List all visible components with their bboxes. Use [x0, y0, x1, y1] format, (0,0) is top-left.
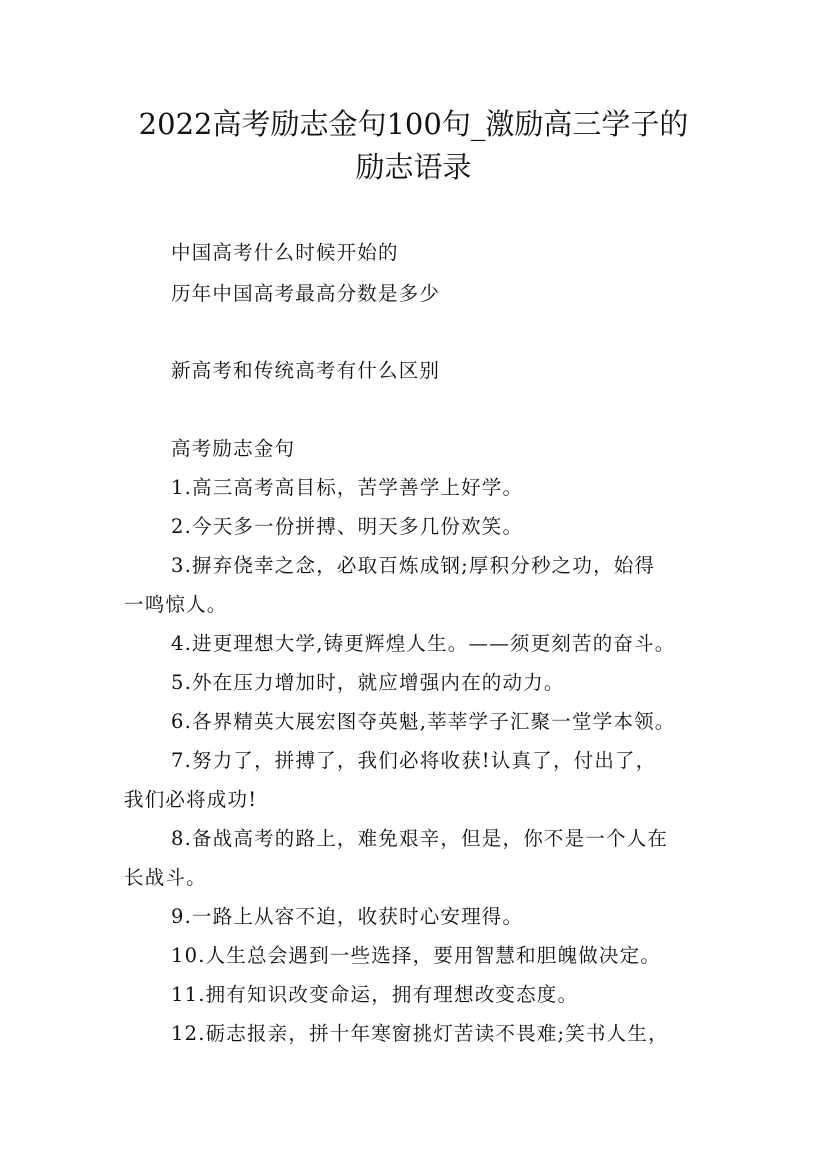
- related-link-1[interactable]: 中国高考什么时候开始的: [171, 241, 399, 264]
- quote-line-continued: 长战斗。: [124, 866, 207, 889]
- related-link-2[interactable]: 历年中国高考最高分数是多少: [171, 282, 441, 305]
- document-title-line-1: 2022高考励志金句100句_激励高三学子的: [138, 107, 689, 141]
- quote-line: 8.备战高考的路上，难免艰辛，但是，你不是一个人在: [171, 827, 669, 850]
- quote-line: 6.各界精英大展宏图夺英魁,莘莘学子汇聚一堂学本领。: [171, 710, 676, 733]
- quote-line: 5.外在压力增加时，就应增强内在的动力。: [171, 671, 565, 694]
- quote-line-continued: 我们必将成功!: [124, 788, 258, 811]
- quote-line: 9.一路上从容不迫，收获时心安理得。: [171, 905, 524, 928]
- section-heading: 高考励志金句: [171, 437, 296, 460]
- related-link-3[interactable]: 新高考和传统高考有什么区别: [171, 359, 441, 382]
- quote-line: 7.努力了，拼搏了，我们必将收获!认真了，付出了，: [171, 749, 657, 772]
- quote-line: 10.人生总会遇到一些选择，要用智慧和胆魄做决定。: [171, 944, 662, 967]
- quote-line: 2.今天多一份拼搏、明天多几份欢笑。: [171, 515, 524, 538]
- quote-line: 11.拥有知识改变命运，拥有理想改变态度。: [171, 983, 579, 1006]
- quote-line: 1.高三高考高目标，苦学善学上好学。: [171, 476, 524, 499]
- quote-line: 12.砺志报亲，拼十年寒窗挑灯苦读不畏难;笑书人生，: [171, 1022, 669, 1045]
- quote-line: 4.进更理想大学,铸更辉煌人生。——须更刻苦的奋斗。: [171, 632, 676, 655]
- quote-line-continued: 一鸣惊人。: [124, 593, 228, 616]
- quote-line: 3.摒弃侥幸之念，必取百炼成钢;厚积分秒之功，始得: [171, 554, 656, 577]
- document-title-line-2: 励志语录: [355, 150, 472, 184]
